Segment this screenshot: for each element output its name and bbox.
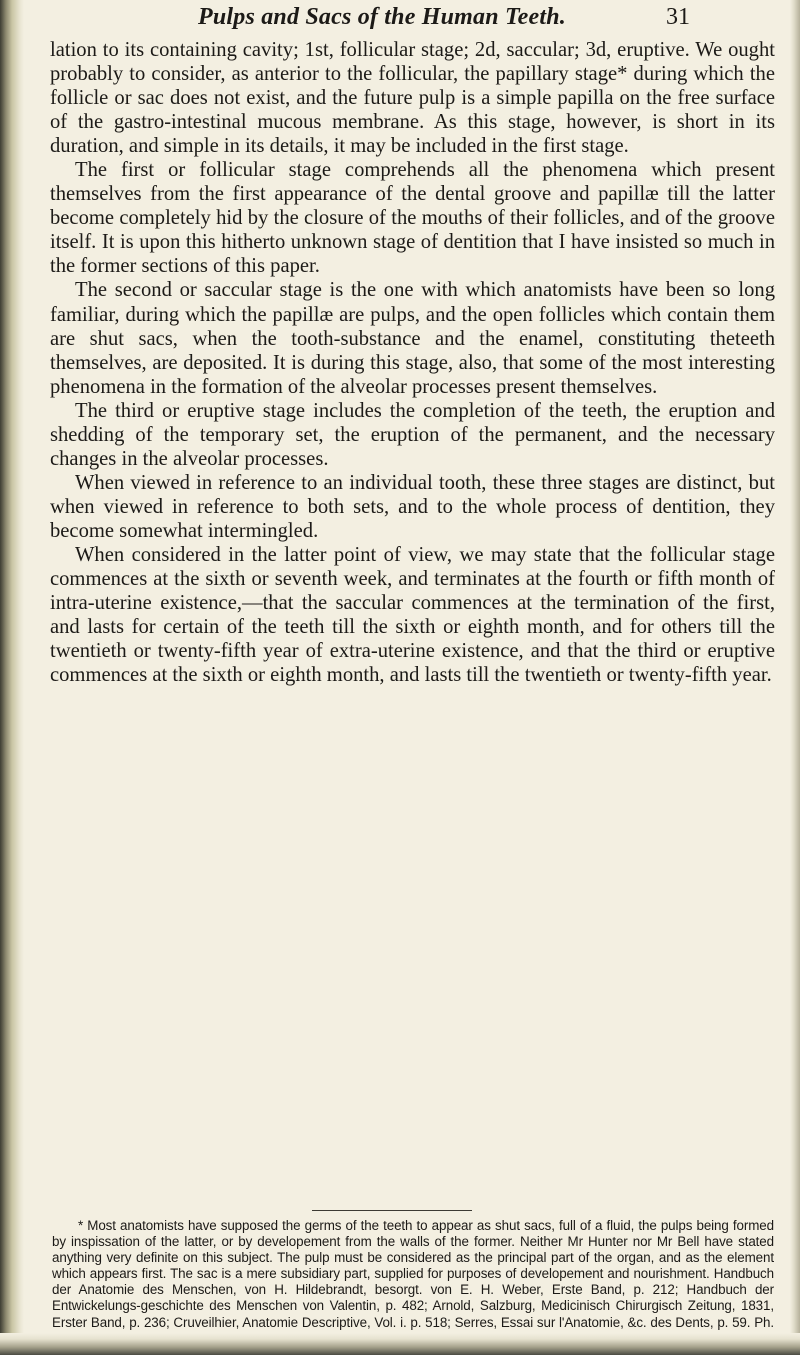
footnote: * Most anatomists have supposed the germs of the teeth to appear as shut sacs, full of a fluid, the pulps being formed by inspissation of the latter, or by developement from the walls of the former. Neither Mr Hunter nor Mr Bell have stated anything very definite on this subject. The pulp must be considered as the principal part of the organ, and as the element which appears first. The sac is a mere subsidiary part, supplied for purposes of developement and nourishment. Handbuch der Anatomie des Menschen, von H. Hildebrandt, besorgt. von E. H. Weber, Erste Band, p. 212; Handbuch der Entwickelungs-geschichte des Menschen von Valentin, p. 482; Arnold, Salzburg, Medicinisch Chirurgisch Zeitung, 1831, Erster Band, p. 236; Cruveilhier, Anatomie Descriptive, Vol. i. p. 518; Serres, Essai sur l'Anatomie, &c. des Dents, p. 59. Ph. [52, 1218, 774, 1330]
paragraph: When considered in the latter point of view, we may state that the follicular stage commences at the sixth or seventh week, and terminates at the fourth or fifth month of intra-uterine existence,—that the saccular commences at the termination of the first, and lasts for certain of the teeth till the sixth or eighth month, and for others till the twentieth or twenty-fifth year of extra-uterine existence, and that the third or eruptive commences at the sixth or eighth month, and lasts till the twentieth or twenty-fifth year. [50, 543, 775, 687]
body-text [50, 38, 775, 687]
paragraph: lation to its containing cavity; 1st, follicular stage; 2d, saccular; 3d, eruptive. We ought probably to consider, as anterior to the follicular, the papillary stage* during which the follicle or sac does not exist, and the future pulp is a simple papilla on the free surface of the gastro-intestinal mucous membrane. As this stage, however, is short in its duration, and simple in its details, it may be included in the first stage. [50, 39, 775, 158]
page-right-edge [790, 0, 800, 1355]
footnote-divider [312, 1210, 472, 1211]
page-header [150, 4, 690, 40]
paragraph: The second or saccular stage is the one with which anatomists have been so long familiar, during which the papillæ are pulps, and the open follicles which contain them are shut sacs, when the tooth-substance and the enamel, constituting theteeth themselves, are deposited. It is during this stage, also, that some of the most interesting phenomena in the formation of the alveolar processes present themselves. [50, 279, 775, 398]
page-number: 31 [666, 4, 690, 30]
paragraph: The first or follicular stage comprehends all the phenomena which present themselves from the first appearance of the dental groove and papillæ till the latter become completely hid by the closure of the mouths of their follicles, and of the groove itself. It is upon this hitherto unknown stage of dentition that I have insisted so much in the former sections of this paper. [50, 159, 775, 278]
paragraph: The third or eruptive stage includes the completion of the teeth, the eruption and shedding of the temporary set, the eruption of the permanent, and the necessary changes in the alveolar processes. [50, 399, 775, 470]
page-binding-shadow [0, 0, 24, 1355]
page-bottom-shadow [0, 1333, 800, 1355]
paragraph: When viewed in reference to an individual tooth, these three stages are distinct, but when viewed in reference to both sets, and to the whole process of dentition, they become somewhat intermingled. [50, 471, 775, 542]
running-title: Pulps and Sacs of the Human Teeth. [198, 4, 566, 30]
